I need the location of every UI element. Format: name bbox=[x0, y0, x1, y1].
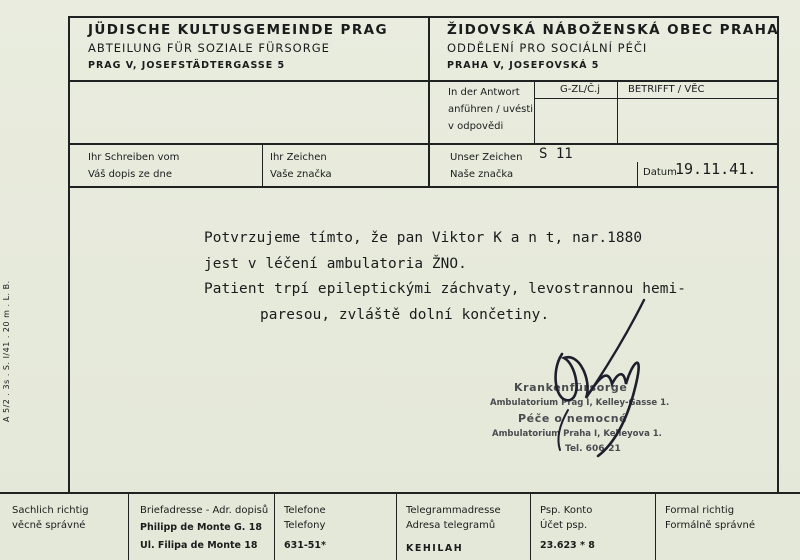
ihr-zeichen-de: Ihr Zeichen bbox=[270, 152, 327, 163]
footer-formal-de: Formal richtig bbox=[665, 505, 735, 516]
unser-zeichen-value: S 11 bbox=[539, 146, 573, 162]
footer-konto-value: 23.623 * 8 bbox=[540, 540, 595, 551]
stamp-line-3: Péče o nemocné bbox=[518, 412, 628, 425]
frame-top-rule bbox=[68, 16, 778, 18]
dept-name-de: ABTEILUNG FÜR SOZIALE FÜRSORGE bbox=[88, 41, 330, 55]
body-line-3: Patient trpí epileptickými záchvaty, levostrannou hemi- bbox=[204, 281, 687, 297]
ihr-schreiben-cs: Váš dopis ze dne bbox=[88, 169, 172, 180]
reply-note bbox=[448, 84, 533, 135]
signature bbox=[520, 292, 680, 462]
gzl-label: G-ZL/Č.j bbox=[560, 84, 601, 95]
address-de: PRAG V, JOSEFSTÄDTERGASSE 5 bbox=[88, 60, 286, 71]
stamp-line-2: Ambulatorium Prag I, Kelley-Gasse 1. bbox=[490, 398, 670, 408]
dept-name-cs: ODDĚLENÍ PRO SOCIÁLNÍ PÉČI bbox=[447, 41, 648, 55]
ihr-zeichen-cs: Vaše značka bbox=[270, 169, 332, 180]
ihr-schreiben-de: Ihr Schreiben vom bbox=[88, 152, 180, 163]
datum-label: Datum bbox=[643, 167, 677, 178]
side-print: A 5/2 . 3s . S. I/41 . 20 m . L. B. bbox=[2, 280, 11, 422]
org-name-cs: ŽIDOVSKÁ NÁBOŽENSKÁ OBEC PRAHA bbox=[447, 22, 780, 38]
reply-note-line2: anführen / uvésti bbox=[448, 104, 534, 115]
reply-divider-betrifft bbox=[617, 80, 618, 144]
unser-zeichen-label bbox=[450, 149, 522, 183]
betrifft-label: BETRIFFT / VĚC bbox=[628, 84, 705, 95]
refs-bottom-rule bbox=[68, 186, 778, 188]
footer-telefone-de: Telefone bbox=[284, 505, 326, 516]
frame-left-rule bbox=[68, 16, 70, 492]
footer-sachlich bbox=[12, 503, 89, 533]
org-name-de: JÜDISCHE KULTUSGEMEINDE PRAG bbox=[88, 22, 388, 38]
body-line-2: jest v léčení ambulatoria ŽNO. bbox=[204, 255, 467, 272]
address-cs: PRAHA V, JOSEFOVSKÁ 5 bbox=[447, 60, 600, 71]
datum-divider bbox=[637, 162, 638, 187]
unser-zeichen-de: Unser Zeichen bbox=[450, 152, 523, 163]
header-divider bbox=[428, 16, 430, 187]
stamp-line-1: Krankenfürsorge bbox=[514, 381, 628, 394]
footer-div-2 bbox=[274, 492, 275, 560]
unser-zeichen-cs: Naše značka bbox=[450, 169, 514, 180]
footer-brief-de: Philipp de Monte G. 18 bbox=[140, 522, 262, 533]
ihr-schreiben-label bbox=[88, 149, 179, 183]
datum-value: 19.11.41. bbox=[675, 160, 757, 178]
body-line-4: paresou, zvláště dolní končetiny. bbox=[260, 306, 550, 323]
footer-telegramm-de: Telegrammadresse bbox=[406, 505, 501, 516]
footer-konto-cs: Účet psp. bbox=[540, 520, 588, 531]
footer-telefone-value: 631-51* bbox=[284, 540, 326, 551]
footer-div-1 bbox=[128, 492, 129, 560]
footer-formal-cs: Formálně správné bbox=[665, 520, 755, 531]
footer-brief-label: Briefadresse - Adr. dopisů bbox=[140, 505, 269, 516]
footer-div-5 bbox=[655, 492, 656, 560]
refs-top-rule bbox=[68, 143, 778, 145]
footer-top-rule bbox=[0, 492, 800, 494]
stamp-line-4: Ambulatorium Praha I, Kelleyova 1. bbox=[492, 429, 662, 439]
footer-telefone-cs: Telefony bbox=[284, 520, 326, 531]
frame-right-rule bbox=[777, 16, 779, 492]
refs-divider-1 bbox=[262, 143, 263, 187]
footer-telegramm-cs: Adresa telegramů bbox=[406, 520, 496, 531]
footer-telegramm-value: KEHILAH bbox=[406, 543, 464, 554]
footer-brief bbox=[140, 503, 268, 553]
reply-sub-rule bbox=[534, 98, 778, 99]
footer-konto bbox=[540, 503, 595, 553]
reply-note-line1: In der Antwort bbox=[448, 87, 520, 98]
footer-sachlich-cs: věcně správné bbox=[12, 520, 86, 531]
footer-formal bbox=[665, 503, 755, 533]
body-line-1: Potvrzujeme tímto, že pan Viktor K a n t, nar.1880 bbox=[204, 230, 643, 246]
footer-konto-de: Psp. Konto bbox=[540, 505, 593, 516]
reply-note-line3: v odpovědi bbox=[448, 121, 504, 132]
footer-div-3 bbox=[396, 492, 397, 560]
stamp-line-5: Tel. 606-21 bbox=[565, 444, 621, 454]
footer-div-4 bbox=[530, 492, 531, 560]
footer-brief-cs: Ul. Filipa de Monte 18 bbox=[140, 540, 258, 551]
footer-sachlich-de: Sachlich richtig bbox=[12, 505, 89, 516]
ihr-zeichen-label bbox=[270, 149, 332, 183]
reply-divider-gzl bbox=[534, 80, 535, 144]
footer-telefone bbox=[284, 503, 326, 553]
footer-telegramm bbox=[406, 503, 501, 556]
